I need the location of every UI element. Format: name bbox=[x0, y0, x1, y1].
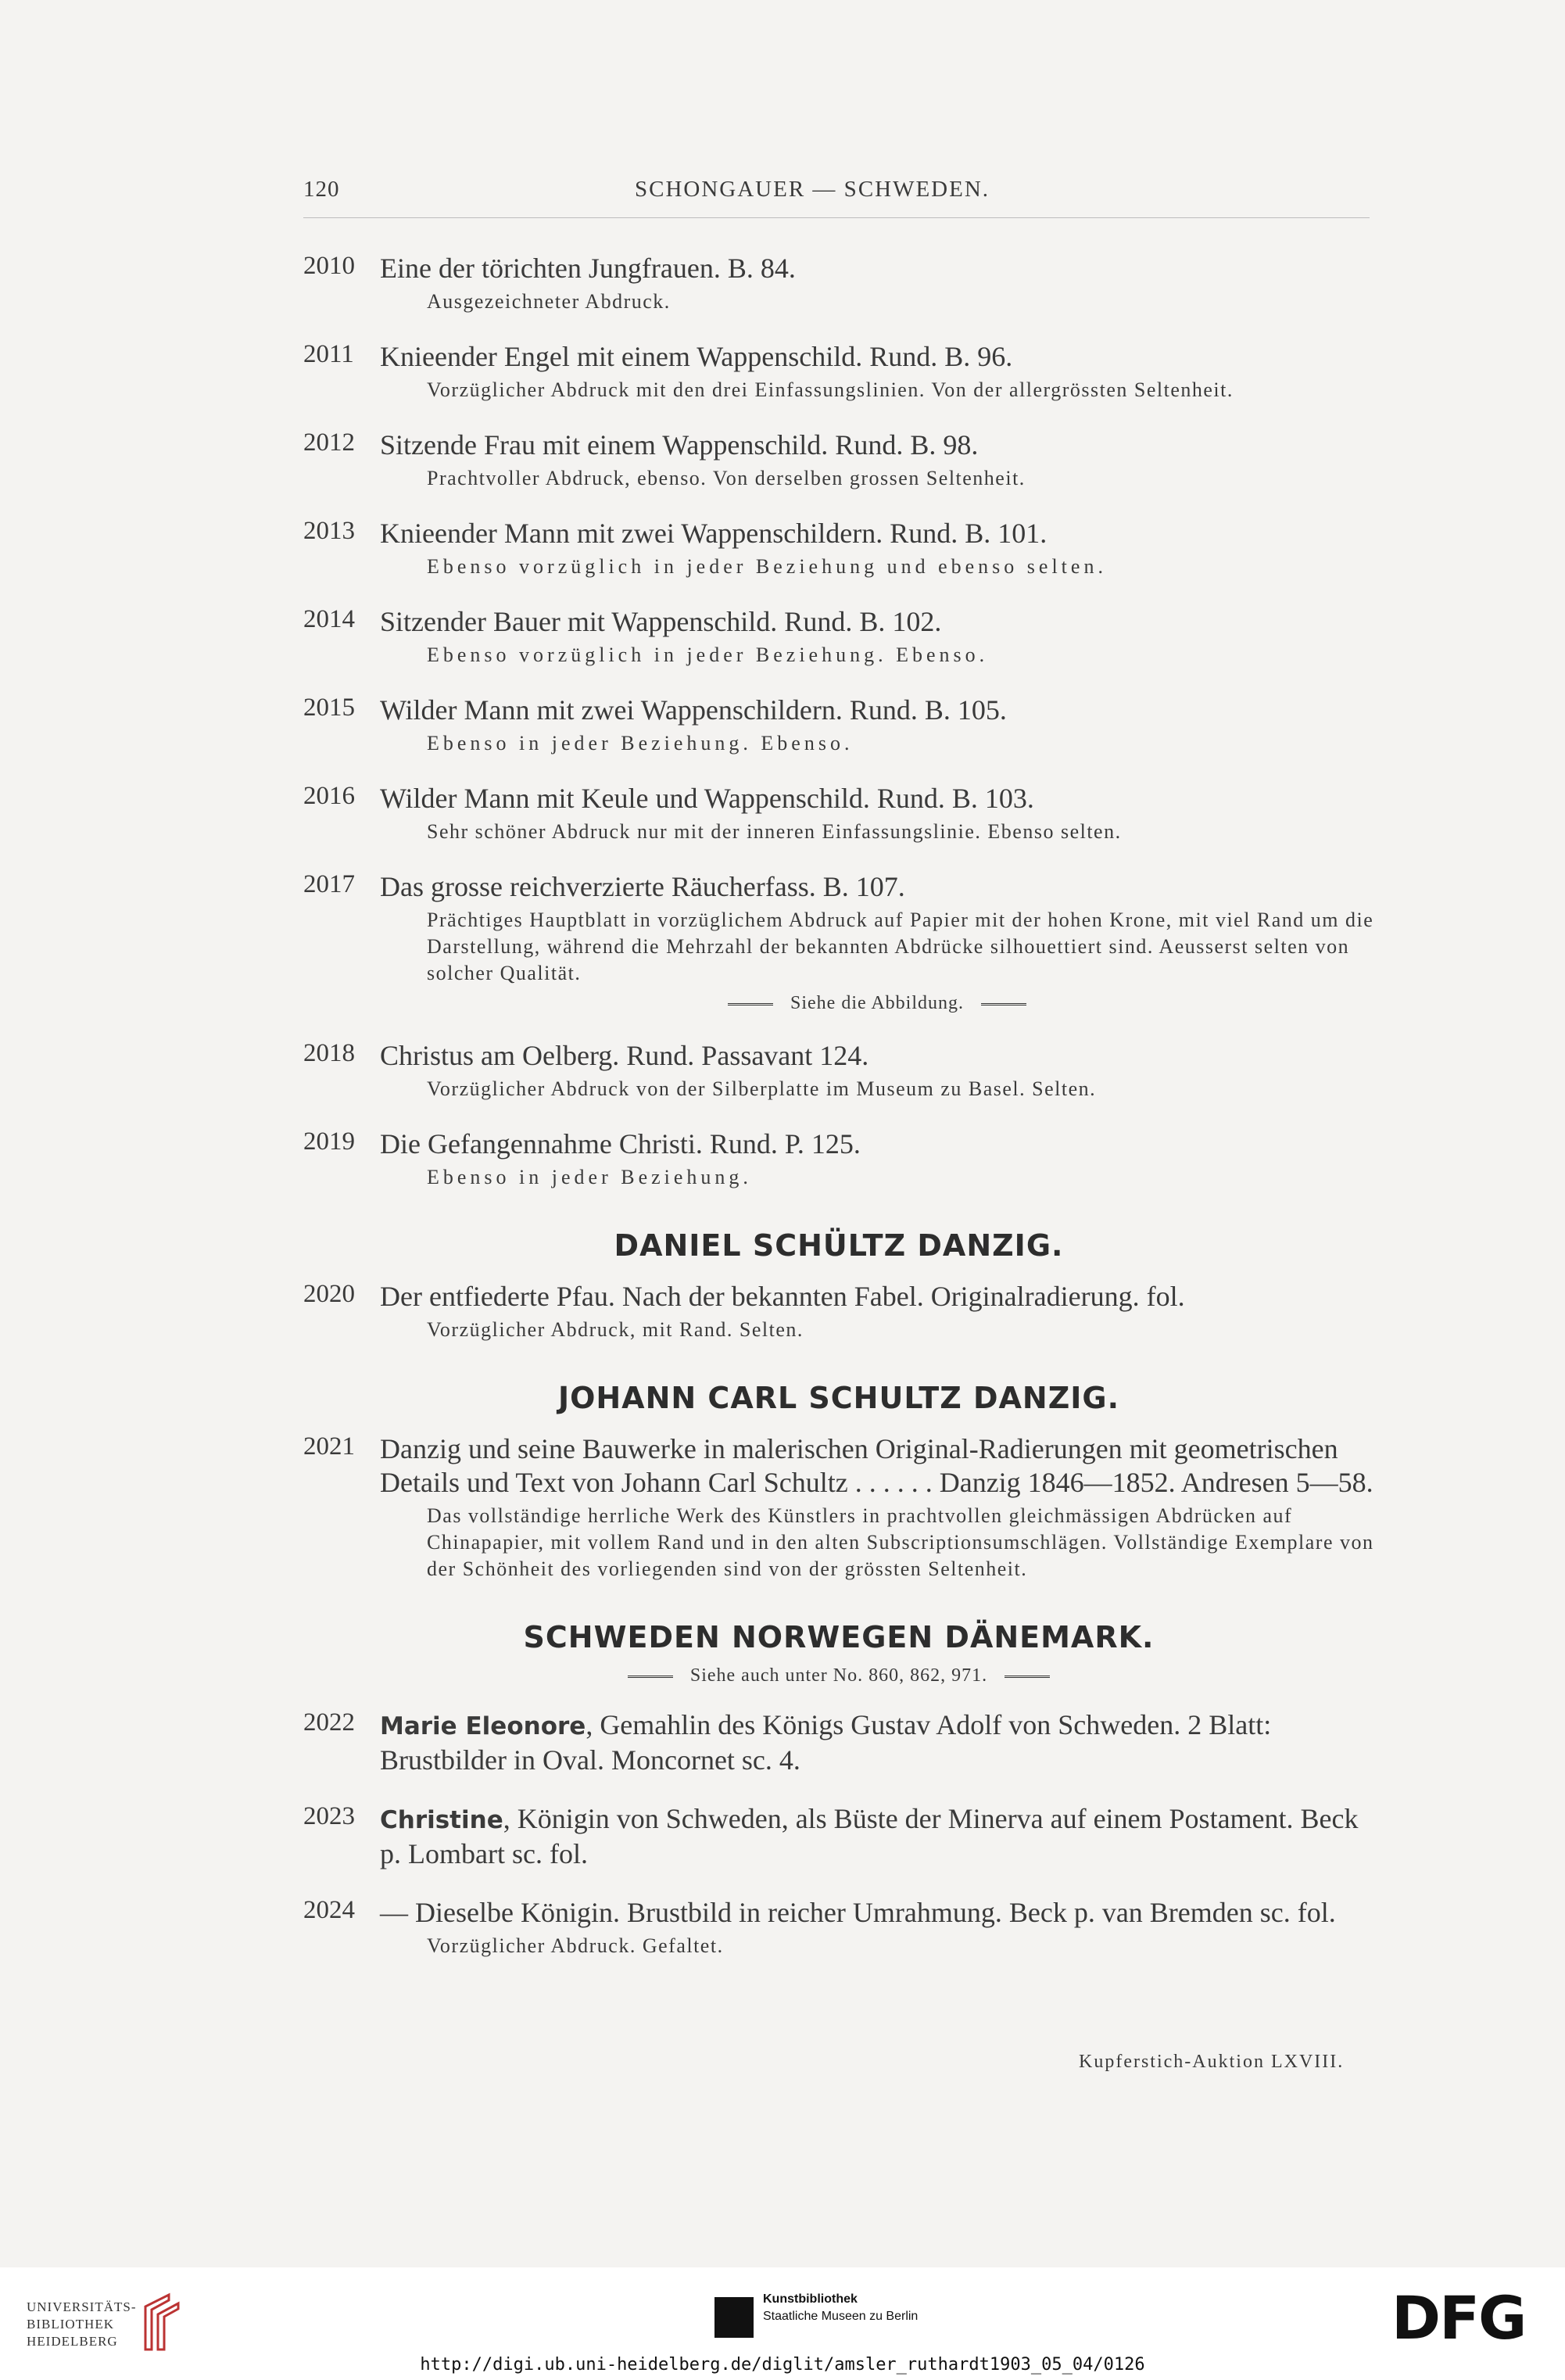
double-rule bbox=[628, 1676, 673, 1678]
lot-title bbox=[380, 694, 1374, 727]
catalog-entry bbox=[303, 694, 1374, 757]
lot-note: Das vollständige herrliche Werk des Künstlers in prachtvollen gleichmässigen Abdrücken auf Chinapapier, mit vollem Rand und in den alten Subscriptionsumschlägen. Vollständige Exemplare von der Schönheit des vorliegenden sind von der grössten Seltenheit. bbox=[427, 1504, 1374, 1580]
sitter-name: Marie Eleonore bbox=[380, 1712, 586, 1740]
lot-title bbox=[380, 428, 1374, 462]
permalink[interactable]: http://digi.ub.uni-heidelberg.de/diglit/amsler_ruthardt1903_05_04/0126 bbox=[420, 2355, 1145, 2375]
lot-note: Ebenso in jeder Beziehung. Ebenso. bbox=[427, 732, 854, 755]
lot-title bbox=[380, 340, 1374, 374]
sitter-name: Christine bbox=[380, 1806, 503, 1834]
lot-number: 2018 bbox=[303, 1039, 355, 1067]
lot-number: 2022 bbox=[303, 1708, 355, 1737]
double-rule bbox=[1005, 1676, 1050, 1678]
lot-title bbox=[380, 1802, 1374, 1871]
double-rule bbox=[981, 1003, 1026, 1005]
lot-title bbox=[380, 605, 1374, 639]
catalog-entry bbox=[303, 1708, 1374, 1777]
lot-title bbox=[380, 1432, 1374, 1500]
lot-title-text: Knieender Mann mit zwei Wappenschildern. Rund. B. 101. bbox=[380, 518, 1048, 549]
lot-title bbox=[380, 870, 1374, 904]
catalog-entry bbox=[303, 517, 1374, 580]
lot-note: Vorzüglicher Abdruck. Gefaltet. bbox=[427, 1934, 724, 1957]
lot-number: 2011 bbox=[303, 340, 354, 368]
catalog-entry bbox=[303, 1802, 1374, 1871]
catalog-entry bbox=[303, 1127, 1374, 1191]
catalog-entry bbox=[303, 428, 1374, 492]
lot-note: Prachtvoller Abdruck, ebenso. Von derselben grossen Seltenheit. bbox=[427, 467, 1026, 489]
lot-title bbox=[380, 1039, 1374, 1073]
dfg-logo[interactable]: DFG bbox=[1391, 2283, 1526, 2353]
catalog-entry bbox=[303, 782, 1374, 845]
section-heading-schweden: SCHWEDEN NORWEGEN DÄNEMARK. bbox=[523, 1620, 1155, 1654]
lot-note: Prächtiges Hauptblatt in vorzüglichem Abdruck auf Papier mit der hohen Krone, mit viel Rand um die Darstellung, während die Mehrzahl der bekannten Abdrücke silhouettiert sind. Aeusserst selten von solcher Qualität. bbox=[427, 909, 1374, 984]
lot-number: 2024 bbox=[303, 1896, 355, 1924]
lot-title-text: Die Gefangennahme Christi. Rund. P. 125. bbox=[380, 1128, 861, 1160]
lot-title-text: Der entfiederte Pfau. Nach der bekannten Fabel. Originalradierung. fol. bbox=[380, 1281, 1185, 1312]
lot-title bbox=[380, 252, 1374, 285]
lot-title bbox=[380, 1896, 1374, 1930]
lot-title-text: Sitzender Bauer mit Wappenschild. Rund. B. 102. bbox=[380, 606, 942, 637]
kunstbibliothek-mark-icon bbox=[714, 2297, 754, 2338]
catalog-entry bbox=[303, 870, 1374, 1014]
lot-note: Vorzüglicher Abdruck von der Silberplatte im Museum zu Basel. Selten. bbox=[427, 1077, 1097, 1100]
catalog-entry bbox=[303, 1432, 1374, 1582]
catalog-entry bbox=[303, 1280, 1374, 1343]
lot-number: 2021 bbox=[303, 1432, 355, 1461]
digitization-bar: UNIVERSITÄTS- BIBLIOTHEK HEIDELBERG Kunstbibliothek Staatliche Museen zu Berlin DFG http://digi.ub.uni-heidelberg.de/diglit/amsler_ruthardt1903_05_04/0126 bbox=[0, 2267, 1565, 2380]
lot-title-text: Wilder Mann mit zwei Wappenschildern. Rund. B. 105. bbox=[380, 694, 1007, 726]
schweden-entries bbox=[303, 1708, 1374, 1959]
lot-title-text: Knieender Engel mit einem Wappenschild. Rund. B. 96. bbox=[380, 341, 1013, 372]
lot-number: 2019 bbox=[303, 1127, 355, 1156]
lot-number: 2020 bbox=[303, 1280, 355, 1308]
catalog-entry bbox=[303, 1896, 1374, 1959]
page-content bbox=[303, 252, 1374, 1984]
lot-number: 2016 bbox=[303, 782, 355, 810]
lot-note: Ebenso vorzüglich in jeder Beziehung und ebenso selten. bbox=[427, 555, 1107, 578]
lot-title-text: — Dieselbe Königin. Brustbild in reicher Umrahmung. Beck p. van Bremden sc. fol. bbox=[380, 1897, 1336, 1928]
lot-number: 2014 bbox=[303, 605, 355, 633]
lot-number: 2010 bbox=[303, 252, 355, 280]
lot-title-text: Sitzende Frau mit einem Wappenschild. Rund. B. 98. bbox=[380, 429, 979, 461]
auction-footer: Kupferstich-Auktion LXVIII. bbox=[1079, 2052, 1345, 2072]
lot-title bbox=[380, 782, 1374, 815]
section-heading-johann-carl-schultz: JOHANN CARL SCHULTZ DANZIG. bbox=[557, 1381, 1120, 1415]
lot-title-text: Das grosse reichverzierte Räucherfass. B. 107. bbox=[380, 871, 905, 902]
lot-number: 2015 bbox=[303, 694, 355, 722]
lot-note: Ebenso vorzüglich in jeder Beziehung. Ebenso. bbox=[427, 643, 989, 666]
double-rule bbox=[728, 1003, 773, 1005]
running-title: SCHONGAUER — SCHWEDEN. bbox=[635, 177, 990, 202]
schueltz-entries bbox=[303, 1280, 1374, 1343]
lot-note: Sehr schöner Abdruck nur mit der inneren Einfassungslinie. Ebenso selten. bbox=[427, 820, 1122, 843]
lot-title-text: Christus am Oelberg. Rund. Passavant 124. bbox=[380, 1040, 869, 1071]
lot-title-text: Danzig und seine Bauwerke in malerischen Original-Radierungen mit geometrischen Details und Text von Johann Carl Schultz . . . . . . Danzig 1846—1852. Andresen 5—58. bbox=[380, 1433, 1373, 1498]
illustration-reference: Siehe die Abbildung. bbox=[380, 993, 1374, 1014]
lot-number: 2017 bbox=[303, 870, 355, 898]
lot-title bbox=[380, 517, 1374, 550]
section-heading-daniel-schueltz: DANIEL SCHÜLTZ DANZIG. bbox=[614, 1228, 1064, 1263]
lot-note: Vorzüglicher Abdruck, mit Rand. Selten. bbox=[427, 1318, 804, 1341]
lot-note: Ausgezeichneter Abdruck. bbox=[427, 290, 671, 313]
header-rule bbox=[303, 217, 1370, 218]
lot-title-text: Wilder Mann mit Keule und Wappenschild. Rund. B. 103. bbox=[380, 783, 1034, 814]
page-number: 120 bbox=[303, 177, 340, 202]
lot-title-text: Eine der törichten Jungfrauen. B. 84. bbox=[380, 253, 796, 284]
lot-title-text: , Königin von Schweden, als Büste der Minerva auf einem Postament. Beck p. Lombart sc. fol. bbox=[380, 1803, 1359, 1869]
page-header bbox=[0, 177, 1565, 216]
catalog-entry bbox=[303, 252, 1374, 315]
schultz-entries bbox=[303, 1432, 1374, 1582]
library-mark-icon bbox=[138, 2291, 184, 2353]
lot-title bbox=[380, 1127, 1374, 1161]
lot-number: 2012 bbox=[303, 428, 355, 457]
lot-note: Ebenso in jeder Beziehung. bbox=[427, 1166, 752, 1188]
lot-title bbox=[380, 1280, 1374, 1314]
schongauer-entries bbox=[303, 252, 1374, 1191]
lot-note: Vorzüglicher Abdruck mit den drei Einfassungslinien. Von der allergrössten Seltenheit. bbox=[427, 378, 1234, 401]
catalog-entry bbox=[303, 605, 1374, 668]
lot-number: 2023 bbox=[303, 1802, 355, 1830]
lot-number: 2013 bbox=[303, 517, 355, 545]
catalog-entry bbox=[303, 340, 1374, 403]
lot-title bbox=[380, 1708, 1374, 1777]
lot-title-text: , Gemahlin des Königs Gustav Adolf von Schweden. 2 Blatt: Brustbilder in Oval. Moncornet sc. 4. bbox=[380, 1709, 1272, 1776]
catalog-entry bbox=[303, 1039, 1374, 1102]
university-library-logo[interactable]: UNIVERSITÄTS- BIBLIOTHEK HEIDELBERG bbox=[27, 2299, 137, 2350]
section-subnote: Siehe auch unter No. 860, 862, 971. bbox=[303, 1665, 1374, 1686]
